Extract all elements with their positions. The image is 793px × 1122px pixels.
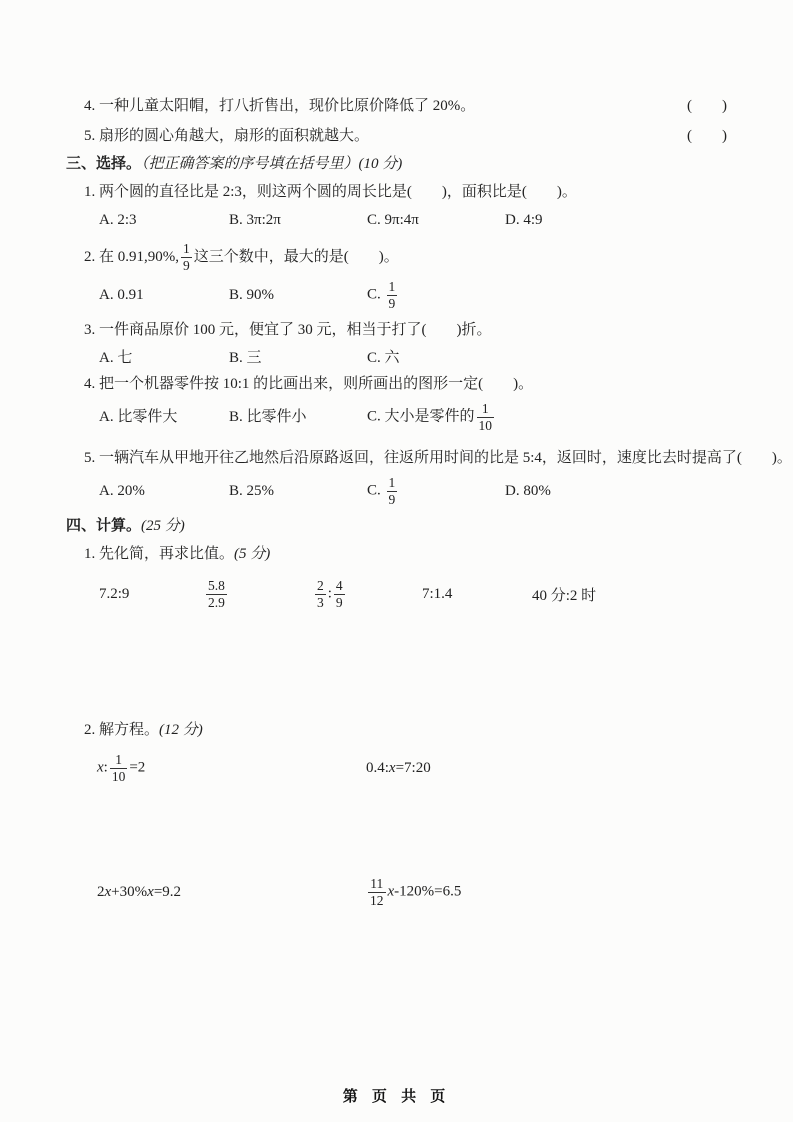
choice-q4-options xyxy=(99,398,727,436)
section-score: (25 分) xyxy=(141,518,185,534)
section-hint: （把正确答案的序号填在括号里） xyxy=(141,156,359,172)
fraction xyxy=(368,876,386,908)
equation-text: +30% xyxy=(111,883,148,900)
choice-q2-stem xyxy=(84,238,727,276)
option-d: D. 4:9 xyxy=(505,212,543,228)
option-b: B. 3π:2π xyxy=(229,212,281,228)
expression-1: 7.2:9 xyxy=(99,585,130,602)
fraction xyxy=(387,279,398,311)
choice-q1-options xyxy=(99,210,727,230)
judgment-item-text: 4. 一种儿童太阳帽，打八折售出，现价比原价降低了 20%。 xyxy=(84,98,476,114)
variable-x: x xyxy=(147,883,154,900)
fraction-numerator: 1 xyxy=(481,400,489,416)
answer-bracket: ( ) xyxy=(687,98,727,114)
fraction-numerator: 5.8 xyxy=(208,577,225,593)
subsection-text: 1. 先化简，再求比值。 xyxy=(84,546,235,562)
option-b: B. 比零件小 xyxy=(229,409,307,425)
answer-bracket: ( ) xyxy=(687,128,727,144)
option-c: C. 9π:4π xyxy=(367,212,419,228)
fraction xyxy=(181,241,192,273)
section-heading-choice xyxy=(66,154,727,174)
fraction-denominator: 9 xyxy=(388,491,396,507)
equation-row-2 xyxy=(97,870,727,914)
option-d: D. 80% xyxy=(505,483,551,499)
equation-text: =7:20 xyxy=(395,759,431,776)
fraction xyxy=(387,475,398,507)
option-a: A. 比零件大 xyxy=(99,409,178,425)
option-a: A. 2:3 xyxy=(99,212,137,228)
simplify-expressions xyxy=(99,572,727,616)
fraction-numerator: 4 xyxy=(335,577,343,593)
judgment-item-4 xyxy=(84,96,727,116)
option-text: C. 大小是零件的 xyxy=(367,408,475,425)
section-title: 四、计算。 xyxy=(66,518,142,534)
expression-2 xyxy=(204,578,313,610)
section-title: 三、选择。 xyxy=(66,156,142,172)
expression-3 xyxy=(313,578,422,610)
option-a: A. 0.91 xyxy=(99,287,144,303)
fraction-numerator: 1 xyxy=(183,240,190,256)
colon: : xyxy=(327,585,332,602)
solve-label xyxy=(84,720,727,740)
choice-q2-options xyxy=(99,276,727,314)
fraction-numerator: 1 xyxy=(388,278,396,294)
section-score: (10 分) xyxy=(358,156,403,172)
option-c xyxy=(367,279,505,311)
fraction-denominator: 9 xyxy=(183,257,190,273)
fraction-numerator: 1 xyxy=(388,474,396,490)
subsection-score: (5 分) xyxy=(234,546,271,562)
fraction-denominator: 10 xyxy=(478,417,493,433)
option-a: A. 七 xyxy=(99,350,133,366)
fraction xyxy=(334,578,345,610)
option-b: B. 25% xyxy=(229,483,274,499)
stem-text: 2. 在 0.91,90%, xyxy=(84,249,179,265)
choice-q5-stem: 5. 一辆汽车从甲地开往乙地然后沿原路返回，往返所用时间的比是 5:4，返回时，速度比去时提高了( )。 xyxy=(84,450,792,466)
equation-text: 0.4: xyxy=(366,759,389,776)
variable-x: x xyxy=(388,759,396,776)
fraction-denominator: 9 xyxy=(388,295,396,311)
choice-q3-options xyxy=(99,348,727,368)
page-footer: 第 页 共 页 xyxy=(342,1088,451,1105)
equation-row-1 xyxy=(97,746,727,790)
judgment-item-text: 5. 扇形的圆心角越大，扇形的面积就越大。 xyxy=(84,128,370,144)
option-b: B. 90% xyxy=(229,287,274,303)
equation-text: =2 xyxy=(129,759,146,776)
subsection-text: 2. 解方程。 xyxy=(84,722,160,738)
expression-4: 7:1.4 xyxy=(422,585,453,602)
fraction xyxy=(315,578,326,610)
variable-x: x xyxy=(104,883,112,900)
expression-5: 40 分:2 时 xyxy=(532,587,597,604)
option-text: C. xyxy=(367,286,385,303)
fraction-numerator: 11 xyxy=(370,875,384,891)
choice-q1-stem: 1. 两个圆的直径比是 2:3，则这两个圆的周长比是( )，面积比是( )。 xyxy=(84,184,577,200)
colon: : xyxy=(103,759,108,776)
equation-2 xyxy=(366,760,727,777)
fraction-numerator: 1 xyxy=(115,751,122,767)
equation-1 xyxy=(97,752,366,784)
fraction-denominator: 2.9 xyxy=(208,594,225,610)
fraction-denominator: 3 xyxy=(317,594,324,610)
equation-3 xyxy=(97,884,366,901)
judgment-item-5 xyxy=(84,126,727,146)
variable-x: x xyxy=(387,883,395,900)
fraction-denominator: 12 xyxy=(370,892,384,908)
option-c xyxy=(367,475,505,507)
simplify-label xyxy=(84,544,727,564)
section-heading-calc xyxy=(66,516,727,536)
option-a: A. 20% xyxy=(99,483,145,499)
equation-4 xyxy=(366,876,727,908)
equation-text: =9.2 xyxy=(153,883,182,900)
option-b: B. 三 xyxy=(229,350,262,366)
choice-q3-stem: 3. 一件商品原价 100 元，便宜了 30 元，相当于打了( )折。 xyxy=(84,322,492,338)
fraction-denominator: 9 xyxy=(335,594,343,610)
option-c xyxy=(367,401,505,433)
fraction xyxy=(110,752,128,784)
fraction-denominator: 10 xyxy=(111,768,126,784)
option-c: C. 六 xyxy=(367,350,400,366)
option-text: C. xyxy=(367,482,385,499)
subsection-score: (12 分) xyxy=(159,722,203,738)
equation-text: -120%=6.5 xyxy=(394,883,462,900)
fraction-numerator: 2 xyxy=(317,577,324,593)
choice-q4-stem: 4. 把一个机器零件按 10:1 的比画出来，则所画出的图形一定( )。 xyxy=(84,376,534,392)
choice-q5-options xyxy=(99,472,727,510)
stem-text: 这三个数中，最大的是( )。 xyxy=(193,249,399,265)
fraction xyxy=(477,401,495,433)
fraction xyxy=(206,578,227,610)
equation-text: 2 xyxy=(97,883,105,900)
variable-x: x xyxy=(97,759,104,776)
